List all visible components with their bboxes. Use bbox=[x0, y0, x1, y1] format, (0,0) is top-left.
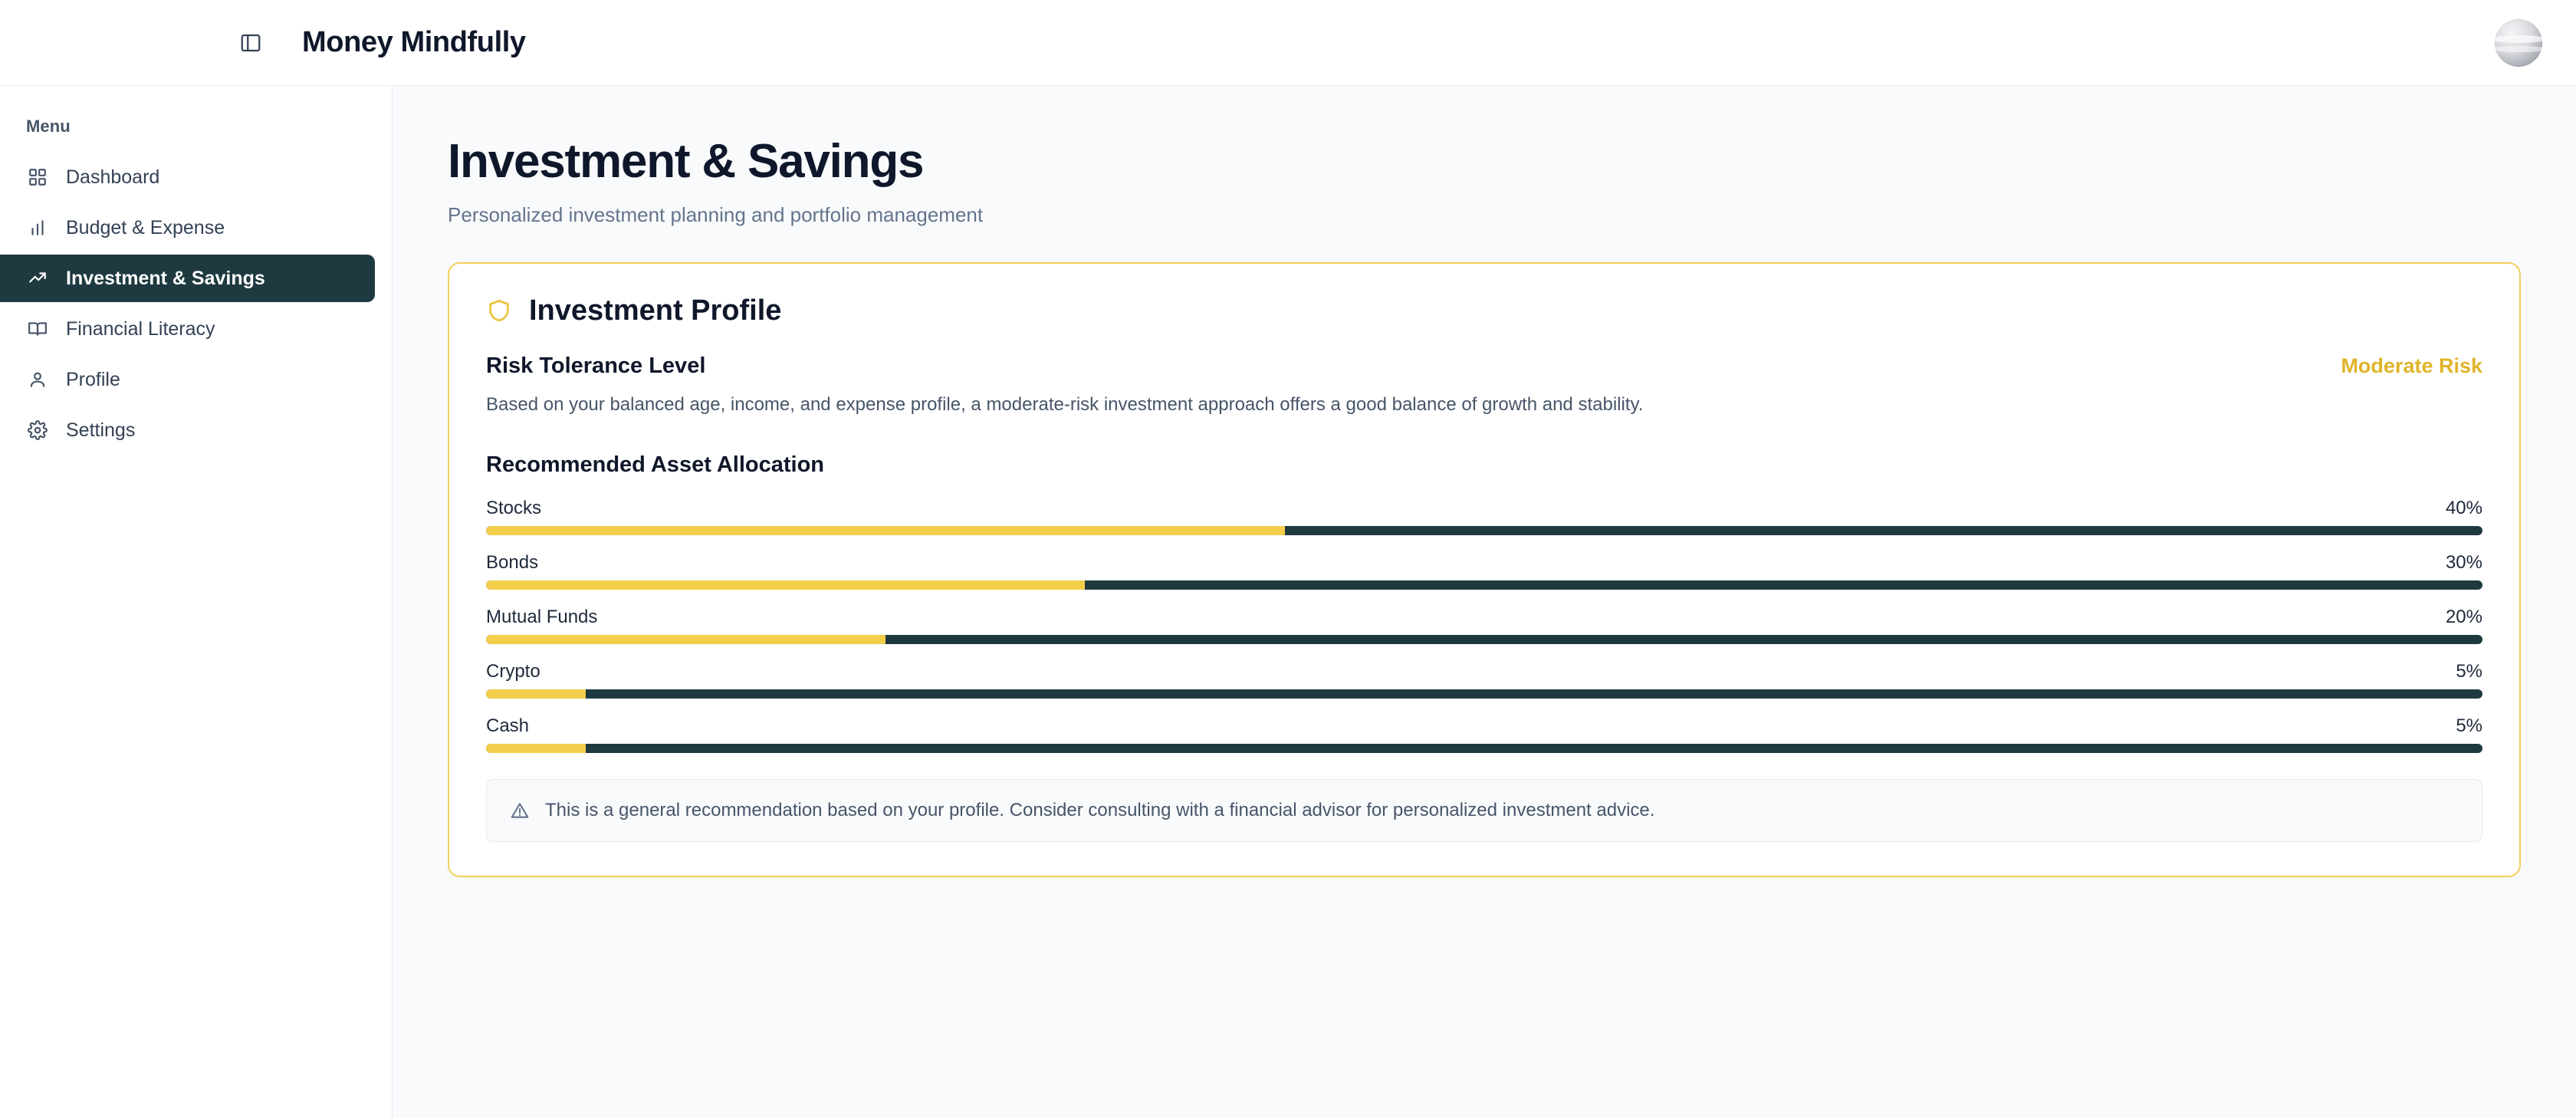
allocation-label: Bonds bbox=[486, 551, 539, 573]
allocation-bar-fill bbox=[486, 580, 1085, 590]
allocation-label: Crypto bbox=[486, 660, 540, 682]
sidebar-item-profile[interactable] bbox=[0, 356, 375, 403]
allocation-bar-fill bbox=[486, 689, 586, 699]
sidebar-item-label: Settings bbox=[66, 419, 136, 441]
allocation-bar-fill bbox=[486, 635, 886, 644]
body bbox=[0, 86, 2576, 1118]
advisory-note-text: This is a general recommendation based on your profile. Consider consulting with a financial advisor for personalized investment advice. bbox=[545, 799, 1655, 820]
allocation-bar-track bbox=[486, 526, 2482, 535]
sidebar-item-label: Profile bbox=[66, 368, 120, 390]
allocation-label: Stocks bbox=[486, 497, 542, 518]
list-item bbox=[486, 715, 2482, 753]
top-bar bbox=[0, 0, 2576, 86]
warning-triangle-icon bbox=[510, 801, 530, 820]
sidebar-item-financial-literacy[interactable] bbox=[0, 305, 375, 353]
allocation-bar-track bbox=[486, 635, 2482, 644]
allocation-row-header bbox=[486, 661, 2482, 682]
sidebar-item-label: Budget & Expense bbox=[66, 216, 225, 238]
main-content bbox=[393, 86, 2576, 1118]
sidebar-toggle-icon[interactable] bbox=[238, 30, 264, 56]
list-item bbox=[486, 607, 2482, 644]
allocation-row-header bbox=[486, 715, 2482, 737]
shield-icon bbox=[486, 298, 512, 324]
risk-description: Based on your balanced age, income, and expense profile, a moderate-risk investment approach offers a good balance of growth and stability. bbox=[486, 393, 1644, 415]
allocation-bar-fill bbox=[486, 744, 586, 753]
page-title: Investment & Savings bbox=[448, 135, 924, 188]
allocation-bar-track bbox=[486, 744, 2482, 753]
avatar[interactable] bbox=[2495, 19, 2542, 67]
sidebar-item-settings[interactable] bbox=[0, 406, 375, 454]
risk-tolerance-label: Risk Tolerance Level bbox=[486, 353, 706, 378]
sidebar-item-dashboard[interactable] bbox=[0, 153, 375, 201]
risk-tolerance-row bbox=[486, 353, 2482, 379]
allocation-row-header bbox=[486, 607, 2482, 628]
page-subtitle: Personalized investment planning and portfolio management bbox=[448, 202, 984, 226]
app-title: Money Mindfully bbox=[302, 26, 526, 58]
allocation-label: Cash bbox=[486, 715, 530, 736]
user-icon bbox=[26, 368, 49, 391]
investment-profile-card bbox=[448, 262, 2521, 877]
risk-level-badge: Moderate Risk bbox=[2341, 353, 2482, 377]
sidebar-item-investment-savings[interactable] bbox=[0, 255, 375, 302]
allocation-value: 5% bbox=[2456, 715, 2482, 736]
allocation-bar-track bbox=[486, 580, 2482, 590]
allocation-value: 40% bbox=[2445, 497, 2482, 518]
allocation-row-header bbox=[486, 498, 2482, 519]
book-open-icon bbox=[26, 317, 49, 340]
sidebar-item-label: Financial Literacy bbox=[66, 317, 215, 340]
allocation-value: 20% bbox=[2445, 606, 2482, 627]
sidebar bbox=[0, 86, 393, 1118]
grid-icon bbox=[26, 166, 49, 189]
gear-icon bbox=[26, 419, 49, 442]
top-bar-right bbox=[2495, 19, 2542, 67]
allocation-title: Recommended Asset Allocation bbox=[486, 452, 825, 477]
trending-up-icon bbox=[26, 267, 49, 290]
list-item bbox=[486, 661, 2482, 699]
allocation-bar-fill bbox=[486, 526, 1285, 535]
list-item bbox=[486, 552, 2482, 590]
allocation-list bbox=[486, 498, 2482, 753]
card-header bbox=[486, 294, 2482, 327]
bar-chart-icon bbox=[26, 216, 49, 239]
sidebar-item-budget-expense[interactable] bbox=[0, 204, 375, 252]
allocation-row-header bbox=[486, 552, 2482, 574]
allocation-label: Mutual Funds bbox=[486, 606, 598, 627]
allocation-value: 30% bbox=[2445, 551, 2482, 573]
allocation-value: 5% bbox=[2456, 660, 2482, 682]
list-item bbox=[486, 498, 2482, 535]
sidebar-item-label: Investment & Savings bbox=[66, 267, 265, 289]
card-title: Investment Profile bbox=[529, 294, 782, 327]
sidebar-section-label: Menu bbox=[26, 117, 71, 136]
advisory-note bbox=[486, 779, 2482, 842]
sidebar-item-label: Dashboard bbox=[66, 166, 160, 188]
allocation-bar-track bbox=[486, 689, 2482, 699]
